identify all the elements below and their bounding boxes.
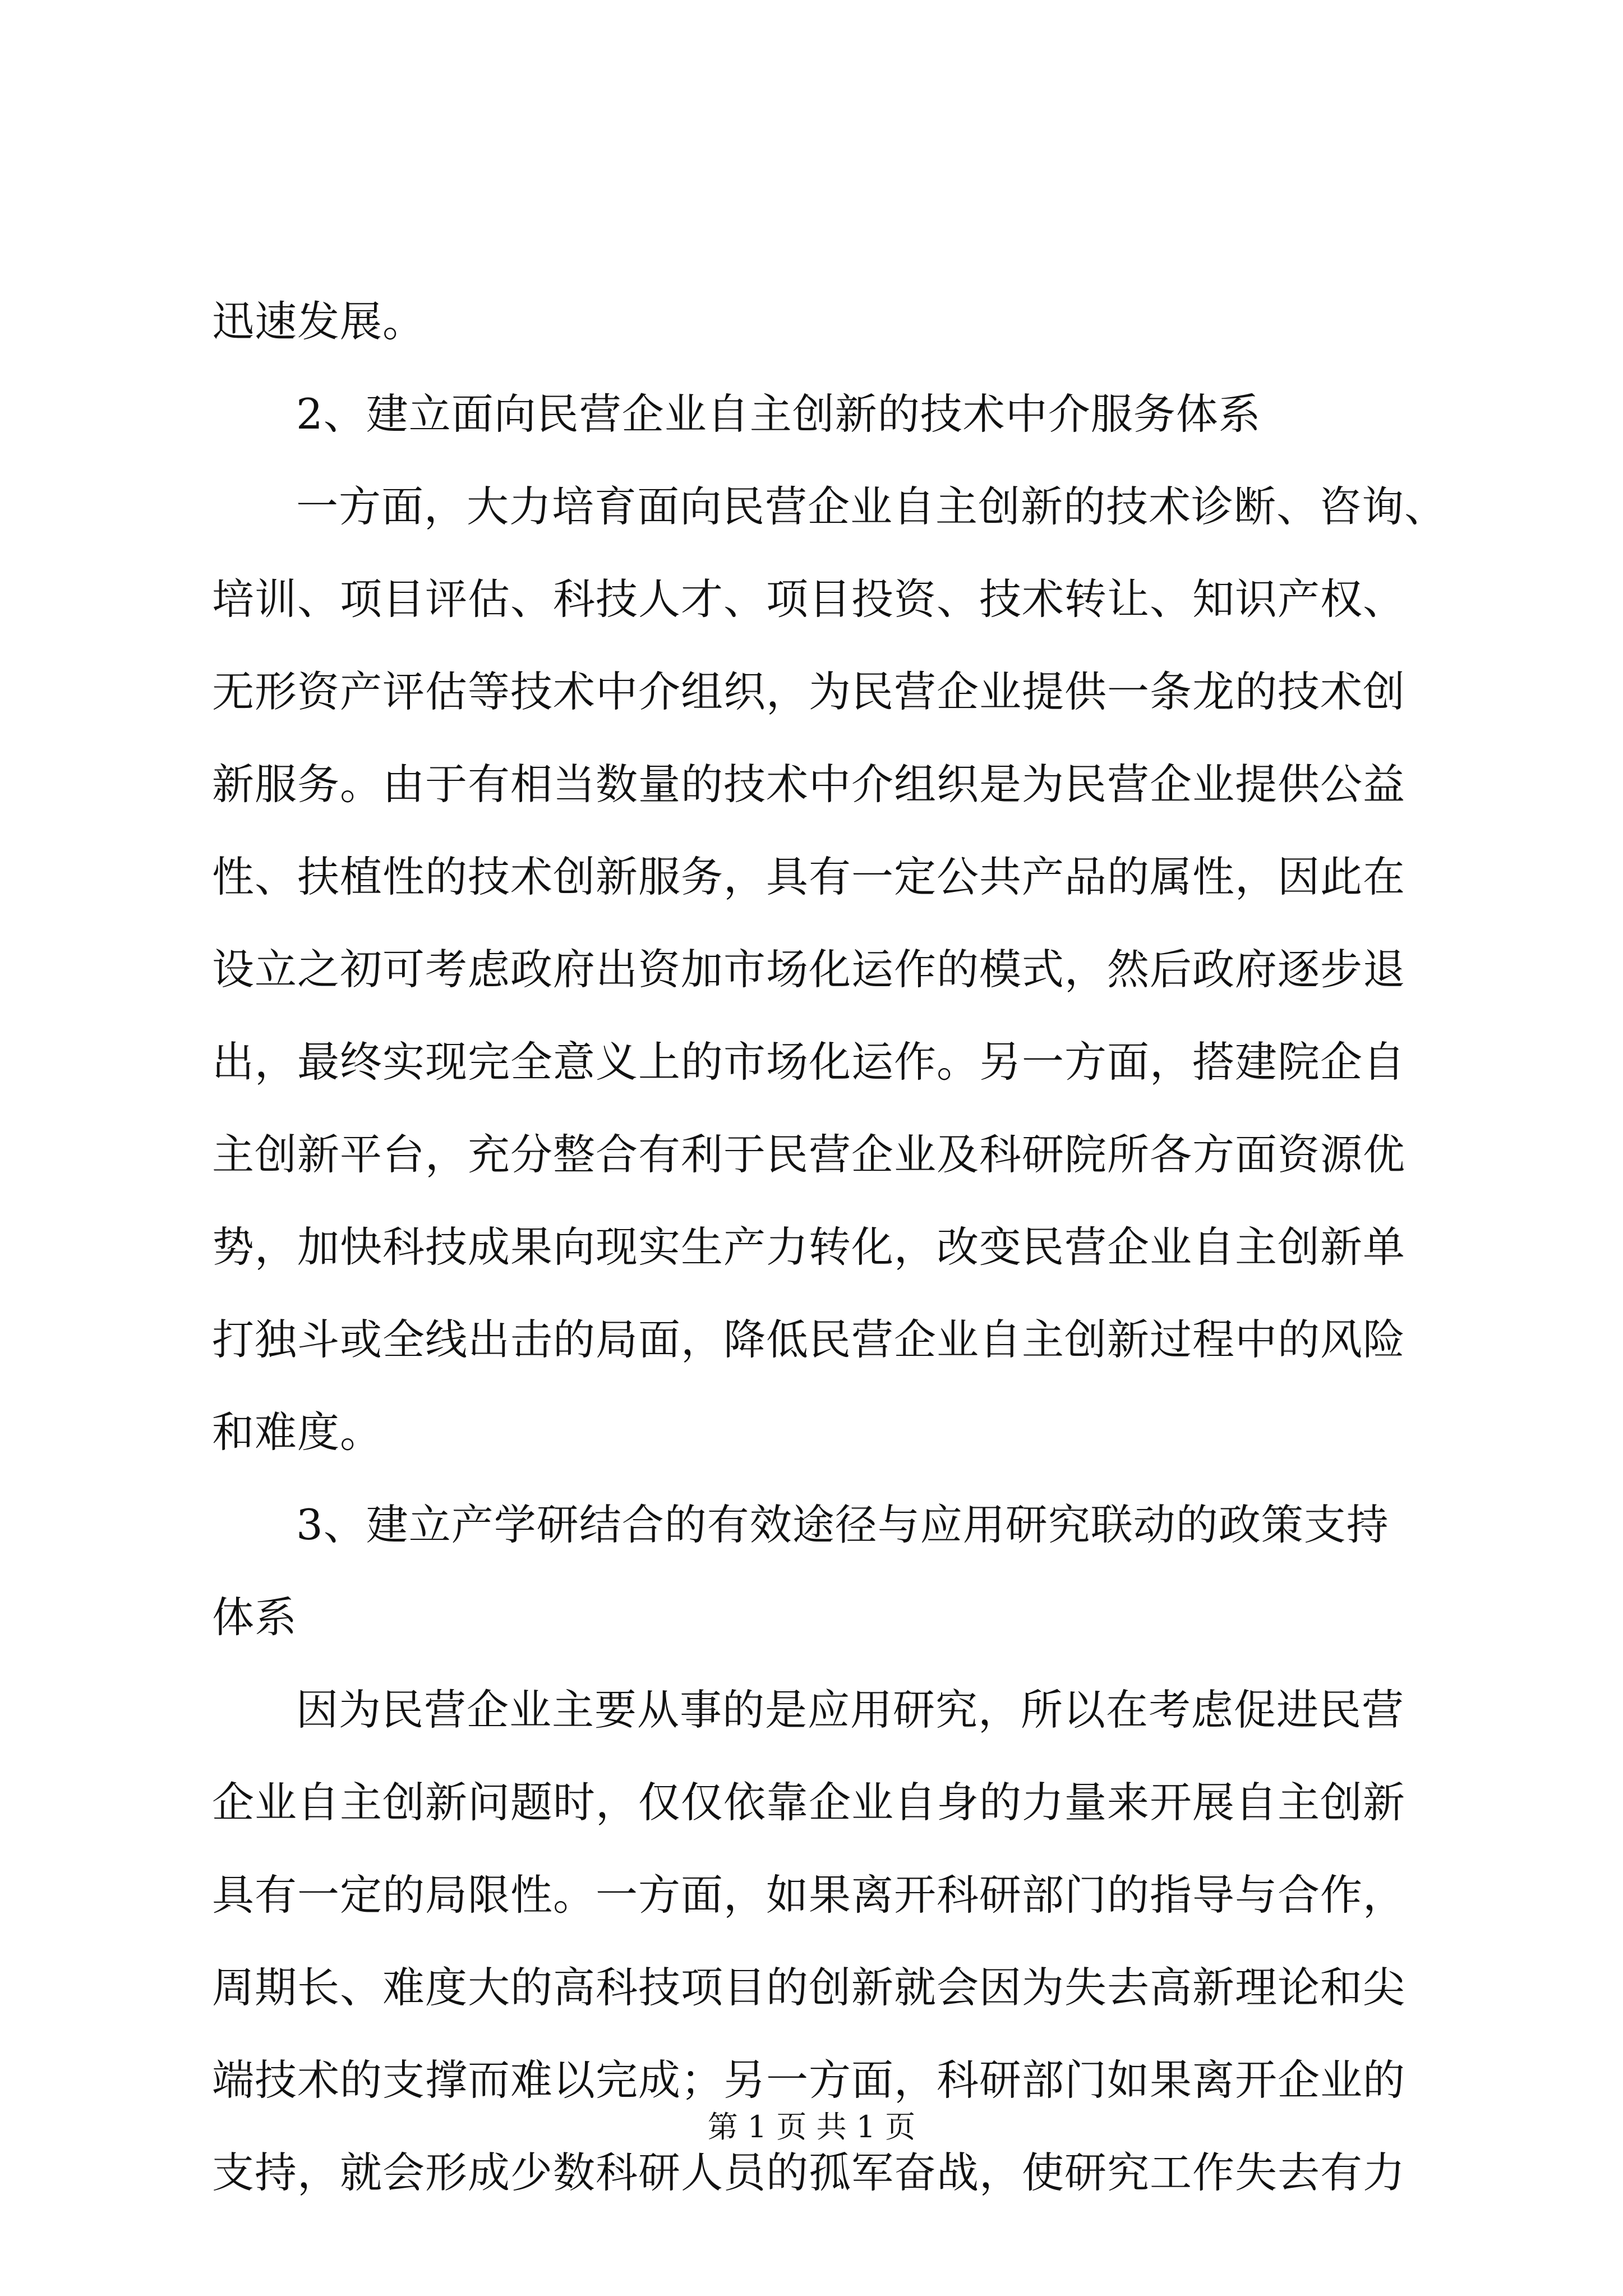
text-line: 企业自主创新问题时，仅仅依靠企业自身的力量来开展自主创新 — [212, 1778, 1406, 1827]
text-line: 周期长、难度大的高科技项目的创新就会因为失去高新理论和尖 — [212, 1963, 1406, 2012]
text-line: 因为民营企业主要从事的是应用研究，所以在考虑促进民营 — [296, 1685, 1405, 1734]
page-footer: 第 1 页 共 1 页 — [707, 2109, 916, 2145]
text-line: 出，最终实现完全意义上的市场化运作。另一方面，搭建院企自 — [212, 1037, 1406, 1087]
text-line: 和难度。 — [212, 1407, 383, 1457]
section-heading-3: 3、建立产学研结合的有效途径与应用研究联动的政策支持 — [296, 1500, 1389, 1549]
text-line: 一方面，大力培育面向民营企业自主创新的技术诊断、咨询、 — [296, 482, 1447, 531]
text-line: 势，加快科技成果向现实生产力转化，改变民营企业自主创新单 — [212, 1222, 1406, 1272]
text-line: 新服务。由于有相当数量的技术中介组织是为民营企业提供公益 — [212, 760, 1406, 809]
text-line: 迅速发展。 — [212, 297, 426, 346]
text-line: 主创新平台，充分整合有利于民营企业及科研院所各方面资源优 — [212, 1130, 1406, 1179]
text-line: 培训、项目评估、科技人才、项目投资、技术转让、知识产权、 — [212, 574, 1406, 624]
text-line: 打独斗或全线出击的局面，降低民营企业自主创新过程中的风险 — [212, 1315, 1406, 1364]
section-heading-3-continued: 体系 — [212, 1593, 298, 1642]
text-line: 具有一定的局限性。一方面，如果离开科研部门的指导与合作， — [212, 1870, 1406, 1920]
text-line: 支持，就会形成少数科研人员的孤军奋战，使研究工作失去有力 — [212, 2148, 1406, 2197]
text-line: 无形资产评估等技术中介组织，为民营企业提供一条龙的技术创 — [212, 667, 1406, 716]
section-heading-2: 2、建立面向民营企业自主创新的技术中介服务体系 — [296, 389, 1261, 439]
text-line: 端技术的支撑而难以完成；另一方面，科研部门如果离开企业的 — [212, 2055, 1406, 2105]
text-line: 设立之初可考虑政府出资加市场化运作的模式，然后政府逐步退 — [212, 945, 1406, 994]
text-line: 性、扶植性的技术创新服务，具有一定公共产品的属性，因此在 — [212, 852, 1406, 901]
